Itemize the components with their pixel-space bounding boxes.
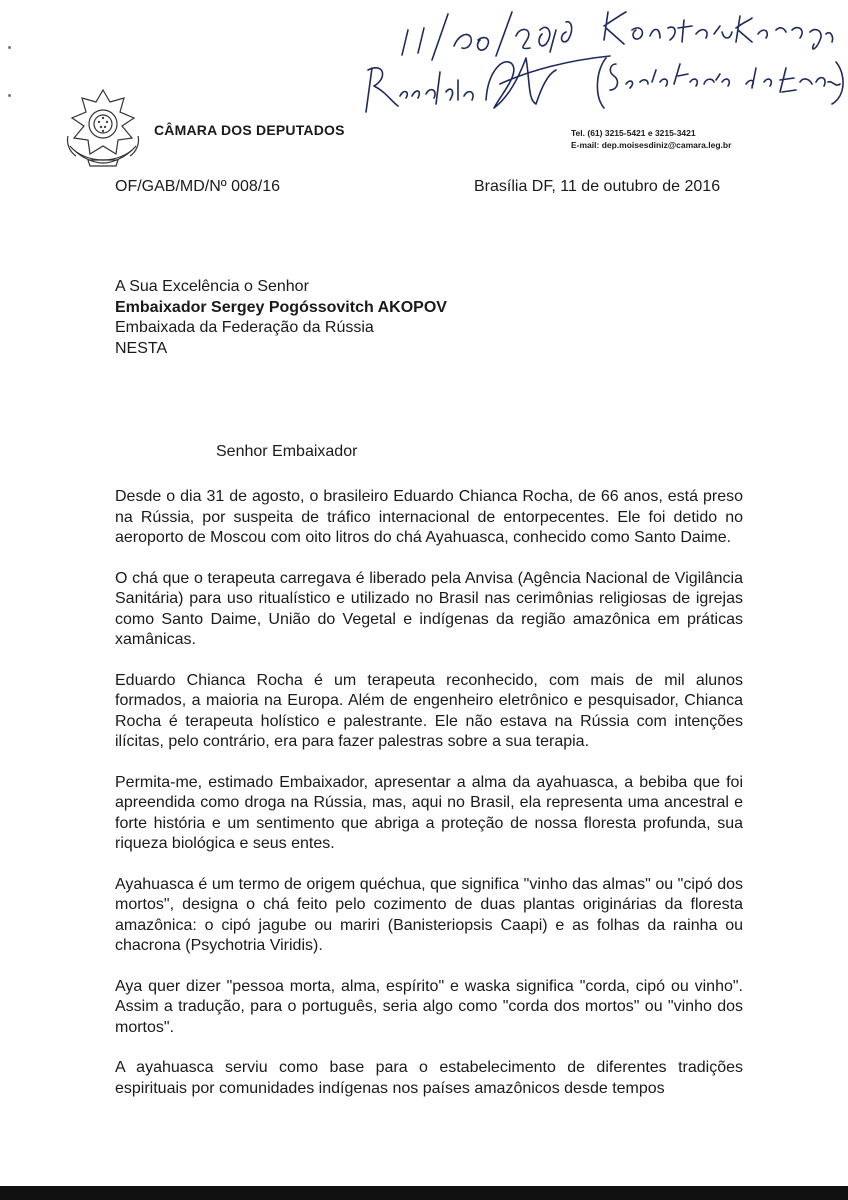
body-paragraph: Ayahuasca é um termo de origem quéchua, que significa "vinho das almas" ou "cipó dos mortos", designa o chá feito pelo cozimento de duas plantas originárias da floresta amazônica: o cipó jagube ou mariri (Banisteriopsis Caapi) e as folhas da rainha ou chacrona (Psychotria Viridis). (115, 875, 743, 954)
body-paragraph: Permita-me, estimado Embaixador, apresentar a alma da ayahuasca, a bebiba que foi apreendida como droga na Rússia, mas, aqui no Brasil, ela representa uma ancestral e forte história e um sentimento que abriga a proteção de nossa floresta profunda, sua riqueza biológica e seus entes. (115, 773, 743, 852)
addressee-block (115, 277, 447, 359)
addressee-honorific: A Sua Excelência o Senhor (115, 278, 309, 295)
chamber-name: CÂMARA DOS DEPUTADOS (154, 122, 345, 138)
phone-numbers: Tel. (61) 3215-5421 e 3215-3421 (571, 128, 696, 138)
dateline: Brasília DF, 11 de outubro de 2016 (474, 178, 721, 195)
addressee-institution: Embaixada da Federação da Rússia (115, 319, 374, 336)
reference-number: OF/GAB/MD/Nº 008/16 (115, 178, 281, 195)
email-address: E-mail: dep.moisesdiniz@camara.leg.br (571, 140, 732, 150)
salutation: Senhor Embaixador (216, 443, 358, 460)
letterhead-contact (571, 127, 731, 151)
body-paragraph: A ayahuasca serviu como base para o estabelecimento de diferentes tradições espirituais por comunidades indígenas nos países amazônicos desde tempos (115, 1059, 743, 1097)
body-paragraph: Eduardo Chianca Rocha é um terapeuta reconhecido, com mais de mil alunos formados, a maioria na Europa. Além de engenheiro eletrônico e pesquisador, Chianca Rocha é terapeuta holístico e palestrante. Ele não estava na Rússia com intenções ilícitas, pelo contrário, era para fazer palestras sobre a sua terapia. (115, 671, 743, 750)
body-paragraph: Desde o dia 31 de agosto, o brasileiro Eduardo Chianca Rocha, de 66 anos, está preso na Rússia, por suspeita de tráfico internacional de entorpecentes. Ele foi detido no aeroporto de Moscou com oito litros do chá Ayahuasca, conhecido como Santo Daime. (115, 488, 743, 546)
scan-bottom-edge (0, 1186, 848, 1200)
addressee-delivery: NESTA (115, 339, 168, 357)
body-paragraph: Aya quer dizer "pessoa morta, alma, espírito" e waska significa "corda, cipó ou vinho". Assim a tradução, para o português, seria algo como "corda dos mortos" ou "vinho dos mortos". (115, 977, 743, 1036)
brazil-coat-of-arms-icon (62, 86, 144, 168)
body-paragraph: O chá que o terapeuta carregava é liberado pela Anvisa (Agência Nacional de Vigilância Sanitária) para uso ritualístico e utilizado no Brasil nas cerimônias religiosas de igrejas como Santo Daime, União do Vegetal e indígenas da região amazônica em práticas xamânicas. (115, 569, 743, 648)
addressee-name: Embaixador Sergey Pogóssovitch AKOPOV (115, 298, 447, 316)
letter-body (115, 487, 743, 1119)
